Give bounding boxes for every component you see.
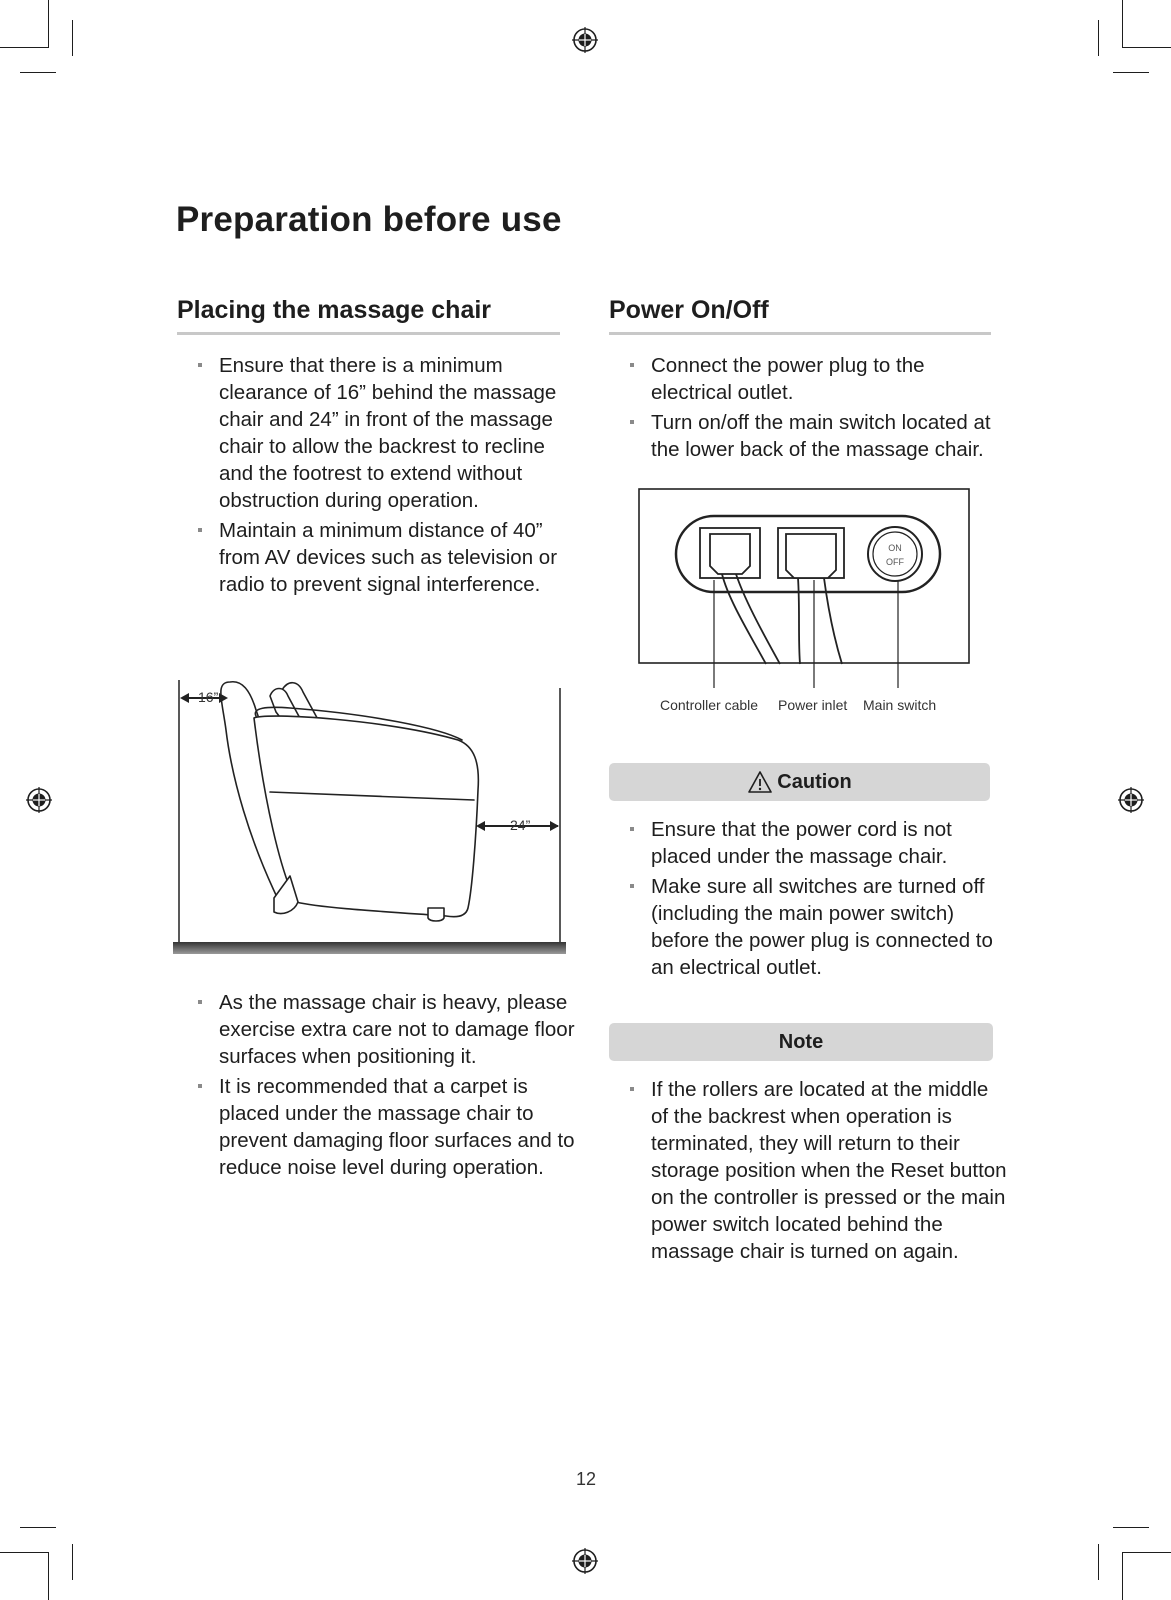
switch-on-label: ON <box>888 543 902 553</box>
main-switch-label: Main switch <box>863 697 937 713</box>
crop-mark <box>1098 20 1099 56</box>
crop-mark <box>72 1544 73 1580</box>
list-item <box>177 352 582 514</box>
list-item <box>609 873 1009 981</box>
crop-mark <box>1122 0 1123 48</box>
power-heading: Power On/Off <box>609 296 769 324</box>
bullet-text: Make sure all switches are turned off (including the main power switch) before the power plug is connected to an electrical outlet. <box>651 875 993 979</box>
power-inlet-label: Power inlet <box>778 697 848 713</box>
note-title: Note <box>778 1030 824 1053</box>
heading-rule <box>609 332 991 335</box>
list-item <box>177 517 582 598</box>
bullet-icon <box>198 363 202 367</box>
heading-rule <box>177 332 560 335</box>
crop-mark <box>1123 1552 1171 1553</box>
front-clearance-label: 24” <box>510 817 531 833</box>
chair-clearance-diagram <box>170 650 570 960</box>
rear-clearance-label: 16” <box>198 689 219 705</box>
bullet-icon <box>630 363 634 367</box>
page-title: Preparation before use <box>176 200 562 239</box>
page-number: 12 <box>575 1469 597 1489</box>
placing-bullets-top <box>177 352 582 601</box>
bullet-icon <box>630 1087 634 1091</box>
bullet-icon <box>630 420 634 424</box>
list-item <box>177 989 587 1070</box>
arrow-head-icon <box>476 821 485 831</box>
crop-mark <box>0 1552 48 1553</box>
controller-plug <box>710 534 750 574</box>
caution-banner <box>609 763 990 801</box>
bullet-icon <box>630 884 634 888</box>
bullet-text: It is recommended that a carpet is placed under the massage chair to prevent damaging floor surfaces and to reduce noise level during operation. <box>219 1075 575 1179</box>
crop-mark <box>48 0 49 48</box>
bullet-text: Maintain a minimum distance of 40” from AV devices such as television or radio to prevent signal interference. <box>219 519 558 596</box>
switch-off-label: OFF <box>886 557 904 567</box>
bullet-text: Turn on/off the main switch located at the lower back of the massage chair. <box>651 411 991 461</box>
crop-mark <box>1113 1527 1149 1528</box>
list-item <box>609 409 1009 463</box>
floor <box>173 942 566 954</box>
placing-bullets-bottom <box>177 989 587 1184</box>
crop-mark <box>1098 1544 1099 1580</box>
bullet-text: Ensure that the power cord is not placed under the massage chair. <box>651 818 952 868</box>
crop-mark <box>72 20 73 56</box>
power-plug <box>786 534 836 578</box>
crop-mark <box>1122 1552 1123 1600</box>
note-banner <box>609 1023 993 1061</box>
list-item <box>177 1073 587 1181</box>
bullet-icon <box>630 827 634 831</box>
registration-mark-icon <box>26 787 52 813</box>
power-bullets <box>609 352 1009 466</box>
note-bullets <box>609 1076 1009 1268</box>
bullet-text: Ensure that there is a minimum clearance of 16” behind the massage chair and 24” in front of the massage chair to allow the backrest to recline and the footrest to extend without obstruction during operation. <box>219 354 557 512</box>
crop-mark <box>1123 47 1171 48</box>
bullet-icon <box>198 1000 202 1004</box>
bullet-text: Connect the power plug to the electrical outlet. <box>651 354 925 404</box>
power-panel-diagram <box>638 488 971 718</box>
crop-mark <box>20 1527 56 1528</box>
registration-mark-icon <box>572 27 598 53</box>
registration-mark-icon <box>1118 787 1144 813</box>
crop-mark <box>20 72 56 73</box>
controller-cable-label: Controller cable <box>660 697 759 713</box>
bullet-icon <box>198 1084 202 1088</box>
bullet-icon <box>198 528 202 532</box>
crop-mark <box>48 1552 49 1600</box>
caution-bullets <box>609 816 1009 984</box>
placing-heading: Placing the massage chair <box>177 296 492 324</box>
registration-mark-icon <box>572 1548 598 1574</box>
crop-mark <box>0 47 48 48</box>
warning-triangle-icon <box>747 770 773 794</box>
chair-illustration <box>221 682 479 921</box>
bullet-text: If the rollers are located at the middle of the backrest when operation is terminated, they will return to their storage position when the Reset button on the controller is pressed or the main power switch located behind the massage chair is turned on again. <box>651 1078 1007 1263</box>
main-switch-inner <box>873 532 917 576</box>
arrow-head-icon <box>180 693 189 703</box>
bullet-text: As the massage chair is heavy, please exercise extra care not to damage floor surfaces when positioning it. <box>219 991 575 1068</box>
caution-title: Caution <box>777 770 852 793</box>
arrow-head-icon <box>550 821 559 831</box>
list-item <box>609 352 1009 406</box>
list-item <box>609 1076 1009 1265</box>
crop-mark <box>1113 72 1149 73</box>
list-item <box>609 816 1009 870</box>
